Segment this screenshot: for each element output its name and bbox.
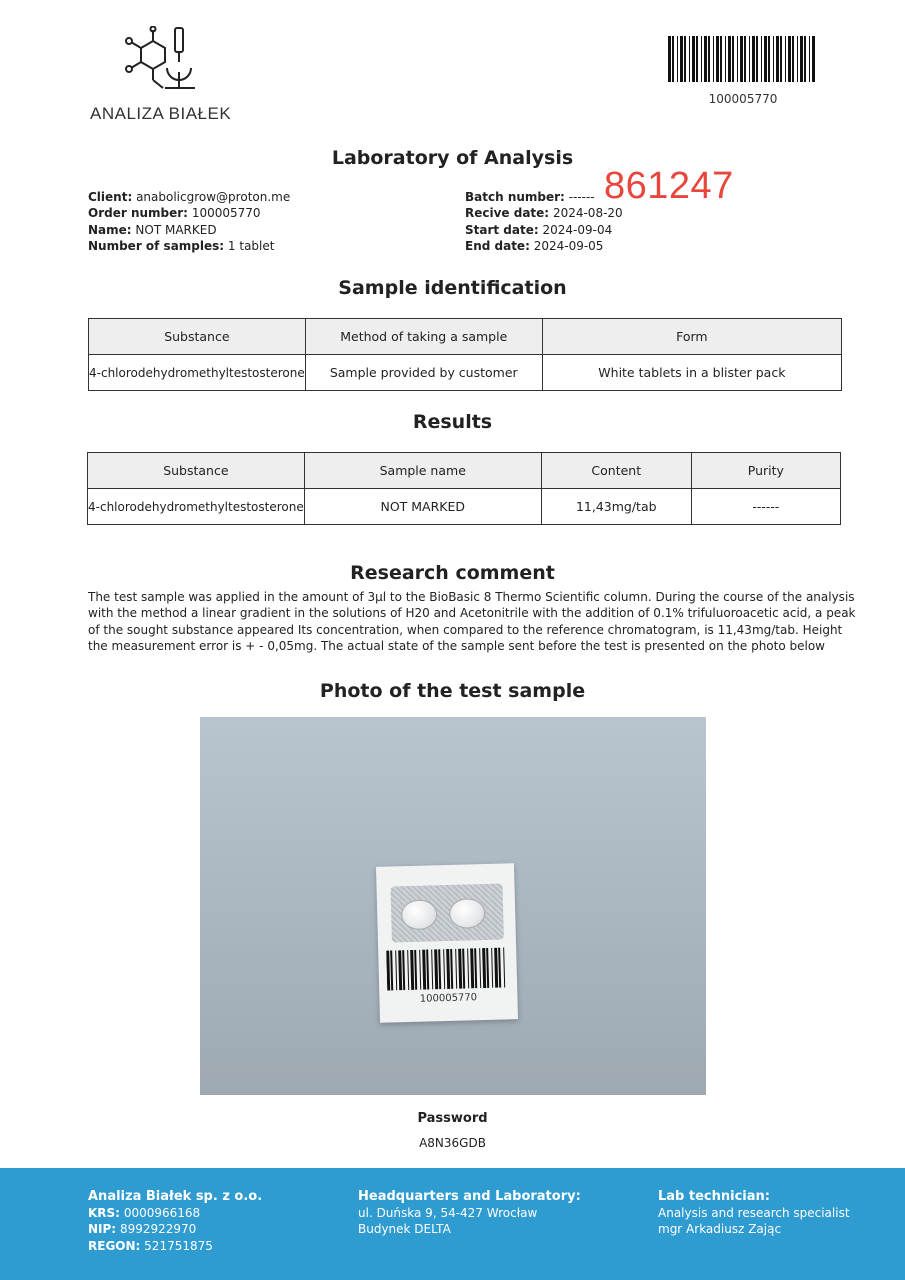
table-cell: 4-chlorodehydromethyltestosterone [88, 489, 305, 525]
nip-label: NIP: [88, 1222, 117, 1237]
table-row [89, 355, 842, 391]
krs-line [88, 1205, 262, 1221]
column-header: Substance [89, 319, 306, 355]
table-header-row [88, 453, 841, 489]
client-label: Client: [88, 190, 133, 204]
end-line [465, 238, 623, 254]
end-label: End date: [465, 239, 530, 254]
lab-technician-name: mgr Arkadiusz Zając [658, 1222, 782, 1237]
batch-line [465, 189, 623, 205]
column-header: Form [542, 319, 841, 355]
end-value: 2024-09-05 [533, 239, 604, 254]
footer [0, 1168, 905, 1280]
headquarters-heading: Headquarters and Laboratory: [358, 1189, 581, 1204]
molecule-microscope-icon [123, 26, 203, 96]
order-line [88, 205, 290, 221]
lab-technician-heading: Lab technician: [658, 1189, 770, 1204]
batch-dashes: ------ [568, 190, 595, 204]
headquarters-address: ul. Duńska 9, 54-427 Wrocław [358, 1206, 538, 1221]
logo-text: ANALIZA BIAŁEK [90, 104, 232, 123]
samples-line [88, 238, 290, 254]
company-name: Analiza Białek sp. z o.o. [88, 1189, 263, 1204]
table-header-row [89, 319, 842, 355]
nip-line [88, 1221, 262, 1237]
document-title: Laboratory of Analysis [331, 147, 574, 169]
table-cell: White tablets in a blister pack [542, 355, 841, 391]
receive-label: Recive date: [465, 206, 550, 221]
password-value: A8N36GDB [419, 1136, 486, 1150]
order-label: Order number: [88, 206, 188, 221]
company-details [88, 1189, 262, 1254]
sample-identification-table [88, 318, 842, 391]
table-cell: NOT MARKED [304, 489, 541, 525]
samples-label: Number of samples: [88, 239, 225, 254]
results-heading: Results [412, 411, 493, 433]
order-value: 100005770 [191, 206, 261, 221]
company-logo [88, 26, 248, 126]
lab-technician-details [658, 1189, 850, 1238]
results-table [87, 452, 841, 525]
receive-value: 2024-08-20 [552, 206, 623, 221]
start-label: Start date: [465, 222, 539, 237]
receive-line [465, 205, 623, 221]
column-header: Method of taking a sample [305, 319, 542, 355]
regon-value: 521751875 [144, 1238, 213, 1253]
sample-identification-heading: Sample identification [338, 277, 567, 299]
table-cell: 4-chlorodehydromethyltestosterone [89, 355, 306, 391]
krs-label: KRS: [88, 1206, 120, 1221]
test-sample-photo [200, 717, 706, 1095]
column-header: Content [541, 453, 691, 489]
client-info [88, 189, 290, 255]
barcode-icon [668, 36, 818, 82]
table-cell: Sample provided by customer [305, 355, 542, 391]
name-label: Name: [88, 222, 132, 237]
password-label: Password [417, 1111, 488, 1126]
barcode-icon [386, 947, 509, 990]
column-header: Sample name [304, 453, 541, 489]
barcode-number: 100005770 [708, 92, 778, 106]
name-value: NOT MARKED [135, 222, 217, 237]
start-line [465, 222, 623, 238]
photo-barcode-number: 100005770 [419, 992, 478, 1005]
client-value: anabolicgrow@proton.me [136, 190, 291, 204]
blister-card [376, 863, 518, 1023]
column-header: Substance [88, 453, 305, 489]
regon-label: REGON: [88, 1238, 141, 1253]
samples-value: 1 tablet [227, 239, 275, 254]
table-cell: ------ [691, 489, 840, 525]
client-line [88, 189, 290, 205]
tablet [449, 898, 486, 929]
krs-value: 0000966168 [123, 1206, 201, 1221]
start-value: 2024-09-04 [542, 222, 613, 237]
photo-heading: Photo of the test sample [319, 680, 586, 702]
name-line [88, 222, 290, 238]
headquarters-details [358, 1189, 581, 1238]
table-cell: 11,43mg/tab [541, 489, 691, 525]
research-comment-text: The test sample was applied in the amount of 3µl to the BioBasic 8 Thermo Scientific column. During the course of the analysis with the method a linear gradient in the solutions of H20 and Acetonitrile with the addition of 0.1% trifuluoroacetic acid, a peak of the sought substance appeared Its concentration, when compared to the reference chromatogram, is 11,43mg/tab. Height the measurement error is + - 0,05mg. The actual state of the sample sent before the test is presented on the photo below [88, 590, 856, 654]
column-header: Purity [691, 453, 840, 489]
headquarters-building: Budynek DELTA [358, 1222, 451, 1237]
research-comment-heading: Research comment [350, 562, 555, 584]
regon-line [88, 1238, 262, 1254]
lab-technician-role: Analysis and research specialist [658, 1206, 850, 1221]
tablet [401, 899, 438, 930]
blister-pack [391, 884, 504, 943]
table-row [88, 489, 841, 525]
batch-label: Batch number: [465, 190, 565, 204]
nip-value: 8992922970 [119, 1222, 197, 1237]
batch-number-value: 861247 [604, 165, 734, 207]
batch-info [465, 189, 623, 255]
